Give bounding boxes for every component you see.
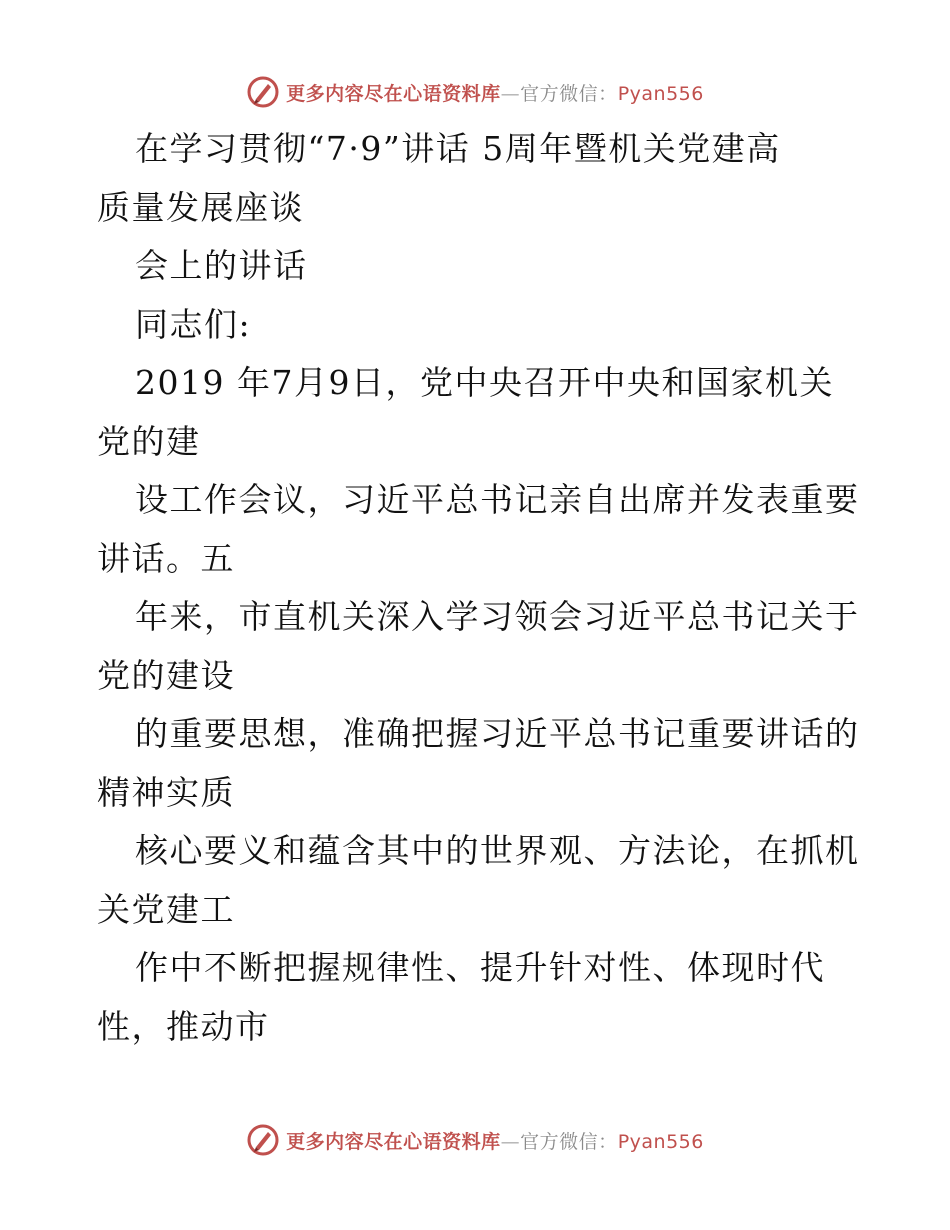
watermark-brand: 更多内容尽在心语资料库 <box>286 82 501 105</box>
watermark-header <box>0 72 950 112</box>
watermark-separator: — <box>500 1130 521 1153</box>
text-line: 2019 年7月9日，党中央召开中央和国家机关 <box>135 363 834 402</box>
pen-logo-icon <box>246 1123 280 1157</box>
pen-logo-icon <box>246 75 280 109</box>
text-line: 精神实质 <box>97 772 235 812</box>
watermark-text <box>286 1127 704 1154</box>
text-line: 性，推动市 <box>97 1006 270 1046</box>
text-line: 作中不断把握规律性、提升针对性、体现时代 <box>135 948 825 987</box>
title-line-2: 质量发展座谈 <box>97 187 304 227</box>
salutation: 同志们: <box>135 304 252 344</box>
watermark-label: 官方微信： <box>520 82 618 105</box>
watermark-label: 官方微信： <box>520 1130 618 1153</box>
text-line: 关党建工 <box>97 889 235 929</box>
watermark-footer <box>0 1120 950 1160</box>
text-line: 党的建设 <box>97 655 235 695</box>
title-line-1: 在学习贯彻“7·9”讲话 5周年暨机关党建高 <box>135 129 781 168</box>
document-body <box>97 120 867 1056</box>
text-line: 设工作会议，习近平总书记亲自出席并发表重要 <box>135 480 860 519</box>
text-line: 核心要义和蕴含其中的世界观、方法论，在抓机 <box>135 831 860 870</box>
title-line-3: 会上的讲话 <box>135 246 308 285</box>
text-line: 讲话。五 <box>97 538 235 578</box>
watermark-text <box>286 79 704 106</box>
watermark-separator: — <box>500 82 521 105</box>
text-line: 的重要思想，准确把握习近平总书记重要讲话的 <box>135 714 860 753</box>
watermark-account: Pyan556 <box>617 1130 704 1153</box>
watermark-account: Pyan556 <box>617 82 704 105</box>
text-line: 党的建 <box>97 421 201 461</box>
watermark-brand: 更多内容尽在心语资料库 <box>286 1130 501 1153</box>
text-line: 年来，市直机关深入学习领会习近平总书记关于 <box>135 597 860 636</box>
